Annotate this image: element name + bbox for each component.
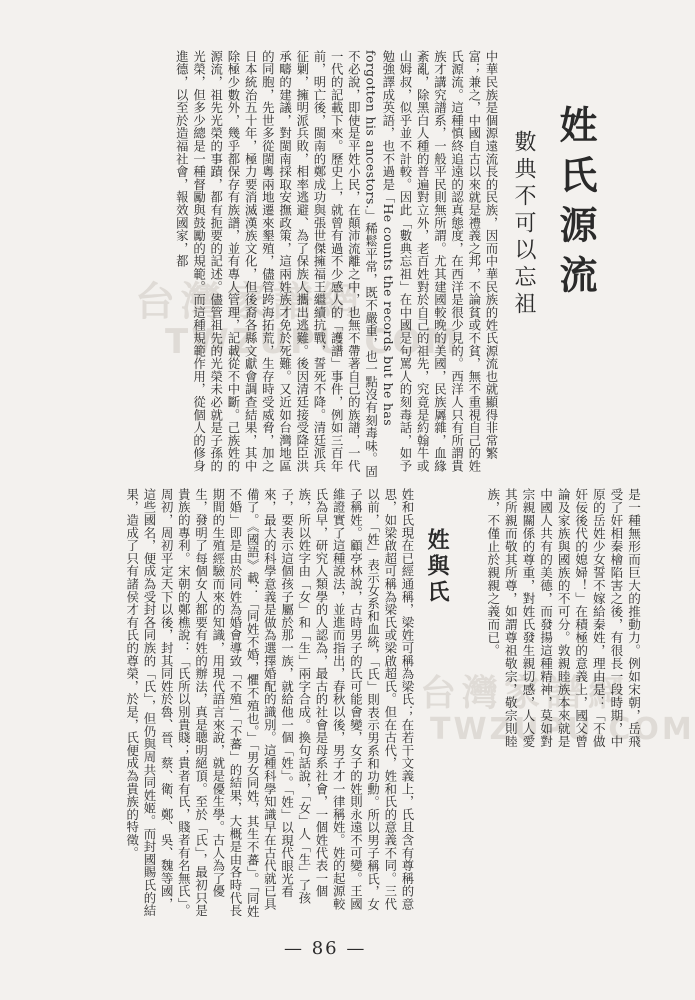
- watermark-cn: 台灣家譜網: [135, 279, 365, 325]
- watermark-en: TWZUPU.COM: [165, 322, 462, 362]
- watermark-en-2: TWZUPU.COM: [430, 712, 695, 747]
- article-subtitle: 數典不可以忘祖: [511, 130, 536, 319]
- body-text-left-upper: 是一種無形而巨大的推動力。例如宋朝，岳飛受了奸相秦檜陷害之後，有很長一段時期，中原的岳姓少女誓不嫁給秦姓，理由是：「不做奸佞後代的媳婦！」在積極的意義上，國父曾論及家族與國族的不可分。敦親睦族本來就是中國人共有的美德，而發揚這種精神，莫如對宗親關係的尊重，對姓氏發生親切感，人人愛其所親而敬其所尊，如謂尊祖敬宗，敬宗則睦族，不僅止於親親之義而已。: [485, 488, 641, 748]
- article-title: 姓氏源流: [553, 105, 598, 305]
- body-text-left-lower: 姓和氏現在已經通稱，梁姓可稱為梁氏；在若干文義上，氏且含有尊稱的意思，如梁啟超可稱為梁氏或梁啟超氏。但在古代，姓和氏的意義不同。三代以前，「姓」表示女系和血統，「氏」則表示男系和功勳。所以男子稱氏，女子稱姓。顧亭林說，古時男子的氏可能會變，女子的姓則永遠不可變。王國維證實了這種說法，並進而指出，春秋以後，男子才一律稱姓。姓的起源較氏為早，研究人類學的人認為，最古的社會是母系社會，一個姓代表一個族，所以姓字由「女」和「生」兩字合成。換句話說，「女」人「生」了孩子，要表示這個孩子屬於那一族，就給他一個「姓」。「姓」以現代眼光看來，最大的科學意義是做為選擇婚配的識別。這種科學知識早在古代就已具備了。《國語》載：「同姓不婚，懼不殖也。」「男女同姓，其生不蕃」。「同姓不婚」即是由於同姓為婚會導致「不殖」「不蕃」的結果，大概是由各時代長期間的生殖經驗而來的知識，用現代語言來說，就是優生學。古人為了優生，發明了每個女人都要有姓的辦法，真是聰明絕頂。至於「氏」，最初只是貴族的專利。宋朝的鄭樵說：「氏所以別貴賤；貴者有氏，賤者有名無氏」。周初，周初平定天下以後，封其同姓於魯、晉、蔡、衛、鄭、吳、魏等國，這些國名，便成為受封各同族的「氏」，但仍與周共同姓姬。而封國賜氏的結果，造成了只有諸侯才有氏的尊榮，於是，氏便成為貴族的特徵。: [124, 488, 415, 918]
- section-heading: 姓與氏: [424, 528, 450, 606]
- body-text-right-upper: 中華民族是個源遠流長的民族，因而中華民族的姓氏源流也就顯得非常繁富；兼之，中國自古以來就是禮義之邦，不論貧或不貧，無不重視自己的姓氏源流。這種慎終追遠的認真態度，在西洋是很少見的。西洋人只有所謂貴族才講究譜系，一般平民則無所謂。尤其建國較晚的美國，民族羼雜，血緣紊亂，除黑白人種的普遍對立外，老百姓對於自己的祖先，究竟是約翰牛或山姆叔，似乎並不計較。因此「數典忘祖」在中國是句罵人的刻毒話，如予勉強譯成英語，也不過是「He counts the records but he has forgotten his ancestors.」稀鬆平常，既不嚴重，也一點沒有刻毒味。固不必說，即使是平姓小民，在顛沛流離之中，也無不帶著自己的族譜，一代一代的記載下來。歷史上，就曾有過不少感人的「護譜」事件，例如三百年前，明亡後，閩南的鄭成功與張世傑擁福王繼續抗戰，誓死不降。清廷派兵征剿，擁明派兵敗，相率逃避、為了保族人攜出逃難。後因清廷接受降臣洪承疇的建議，對閩南採取安撫政策，這兩姓族才免於死難。又近如台灣地區的同胞，先世多從閩粵兩地遷來墾殖，儘管跨海拓荒，生存時受威脅，加之日本統治五十年，極力要消滅漢族文化，但後裔各縣文獻會調查結果，其中除極少數外，幾乎都保存有族譜，並有專人管理，記載從不中斷。己族姓的源流，祖先光榮的事蹟，都有扼要的記述。儘管祖先的光榮未必就是子孫的光榮，但多少總是一種督勵與鼓勵的規範。而這種規範作用，從個人的修身進德，以至於造福社會，報效國家，都: [174, 50, 499, 478]
- watermark-cn-2: 台灣家譜網: [420, 673, 631, 714]
- page-number: — 86 —: [284, 938, 367, 959]
